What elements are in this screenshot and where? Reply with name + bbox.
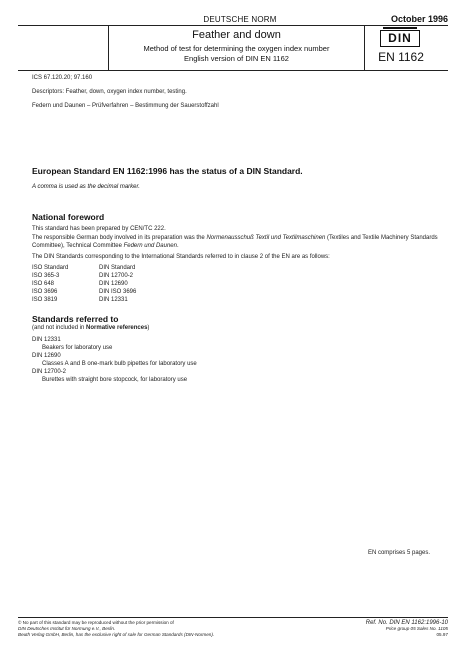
din-logo-icon: DIN xyxy=(380,30,420,47)
status-statement: European Standard EN 1162:1996 has the status of a DIN Standard. xyxy=(32,166,303,176)
table-row: ISO 365-3 DIN 12700-2 xyxy=(32,273,134,279)
document-title: Feather and down xyxy=(192,29,281,41)
issue-date: October 1996 xyxy=(390,14,448,24)
foreword-p3: The DIN Standards corresponding to the International Standards referred to in clause 2 of the EN are as follows: xyxy=(32,254,330,260)
copyright-notice: © No part of this standard may be reproduced without the prior permission of DIN Deutsches Institut für Normung e.V., Berlin. Beuth Verlag GmbH, Berlin, has the exclusive right of sale for German Standards (DIN-Normen). xyxy=(18,620,215,637)
document-version: English version of DIN EN 1162 xyxy=(184,54,289,63)
table-row: ISO 3696 DIN ISO 3696 xyxy=(32,289,137,295)
title-rule xyxy=(18,70,448,71)
reference-description: Burettes with straight bore stopcock, for laboratory use xyxy=(42,377,188,383)
german-title: Federn und Daunen – Prüfverfahren – Bestimmung der Sauerstoffzahl xyxy=(32,103,219,109)
table-row: ISO Standard DIN Standard xyxy=(32,265,136,271)
norm-label: DEUTSCHE NORM xyxy=(203,15,277,24)
edition-code: 05.97 xyxy=(436,632,448,637)
foreword-p1: This standard has been prepared by CEN/TC 222. xyxy=(32,226,166,232)
table-row: ISO 648 DIN 12690 xyxy=(32,281,128,287)
footer-rule xyxy=(18,617,448,618)
references-note: (and not included in Normative references) xyxy=(32,325,150,331)
reference-block xyxy=(300,620,448,638)
title-block xyxy=(108,26,365,70)
foreword-p2: The responsible German body involved in its preparation was the Normenausschuß Textil und Textilmaschinen (Textiles and Textile Machinery Standards Committee), Technical Committee Federn und Daunen. xyxy=(32,235,438,249)
ics-line: ICS 67.120.20; 97.160 xyxy=(32,75,93,81)
table-row: ISO 3819 DIN 12331 xyxy=(32,297,128,303)
references-heading: Standards referred to xyxy=(32,314,119,324)
reference-code: DIN 12700-2 xyxy=(32,369,67,375)
reference-description: Classes A and B one-mark bulb pipettes for laboratory use xyxy=(42,361,197,367)
reference-number: Ref. No. DIN EN 1162:1996-10 xyxy=(365,620,448,626)
document-subtitle: Method of test for determining the oxygen index number xyxy=(143,44,330,53)
reference-code: DIN 12331 xyxy=(32,337,61,343)
descriptors-line: Descriptors: Feather, down, oxygen index number, testing. xyxy=(32,89,187,95)
reference-description: Beakers for laboratory use xyxy=(42,345,113,351)
reference-code: DIN 12690 xyxy=(32,353,61,359)
foreword-heading: National foreword xyxy=(32,212,105,222)
standard-number: EN 1162 xyxy=(378,50,424,64)
price-group: Price group 05 Sales No. 1105 xyxy=(385,626,448,631)
decimal-note: A comma is used as the decimal marker. xyxy=(32,184,140,190)
page-count-note: EN comprises 5 pages. xyxy=(367,550,430,556)
standards-table xyxy=(32,264,136,304)
